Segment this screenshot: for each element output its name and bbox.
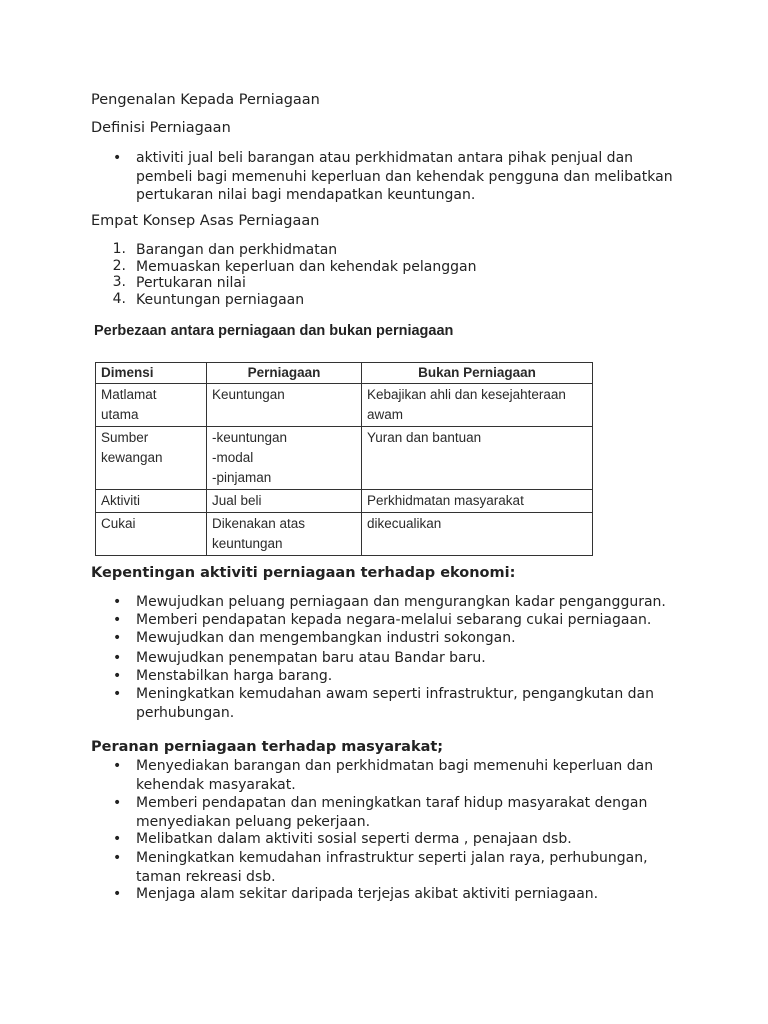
bullet-icon: • [113,795,122,811]
table-cell: -keuntungan -modal -pinjaman [207,427,362,490]
kepentingan-item-cont: perhubungan. [136,705,235,721]
definisi-heading: Definisi Perniagaan [91,120,231,136]
peranan-item: Melibatkan dalam aktiviti sosial seperti derma , penajaan dsb. [136,831,572,847]
table-cell: Yuran dan bantuan [362,427,593,490]
table-cell: Cukai [96,513,207,556]
kepentingan-item: Mewujudkan peluang perniagaan dan mengurangkan kadar pengangguran. [136,594,666,610]
kepentingan-item: Memberi pendapatan kepada negara-melalui sebarang cukai perniagaan. [136,612,652,628]
konsep-item: Keuntungan perniagaan [136,292,305,308]
konsep-number: 3. [112,274,126,290]
konsep-number: 4. [112,291,126,307]
definisi-line-1: aktiviti jual beli barangan atau perkhidmatan antara pihak penjual dan [136,150,634,166]
peranan-item: Meningkatkan kemudahan infrastruktur seperti jalan raya, perhubungan, [136,850,648,866]
konsep-item: Pertukaran nilai [136,275,246,291]
kepentingan-item: Meningkatkan kemudahan awam seperti infrastruktur, pengangkutan dan [136,686,655,702]
table-cell: Dikenakan atas keuntungan [207,513,362,556]
bullet-icon: • [113,150,122,166]
table-row [96,384,593,427]
table-row [96,513,593,556]
bullet-icon: • [113,831,122,847]
document-title: Pengenalan Kepada Perniagaan [91,92,320,108]
kepentingan-heading: Kepentingan aktiviti perniagaan terhadap ekonomi: [91,565,516,581]
bullet-icon: • [113,686,122,702]
konsep-number: 1. [112,241,126,257]
table-row [96,490,593,513]
peranan-item-cont: taman rekreasi dsb. [136,868,276,885]
table-cell: Kebajikan ahli dan kesejahteraan awam [362,384,593,427]
konsep-number: 2. [112,258,126,274]
table-header-row [96,363,593,384]
konsep-heading: Empat Konsep Asas Perniagaan [91,213,320,229]
konsep-item: Memuaskan keperluan dan kehendak pelanggan [136,259,477,275]
bullet-icon: • [113,758,122,774]
bullet-icon: • [113,630,122,646]
konsep-item: Barangan dan perkhidmatan [136,242,338,258]
table-cell: Jual beli [207,490,362,513]
peranan-item-cont: menyediakan peluang pekerjaan. [136,813,371,830]
perbezaan-caption: Perbezaan antara perniagaan dan bukan perniagaan [94,323,454,339]
table-cell: Matlamat utama [96,384,207,427]
peranan-item-cont: kehendak masyarakat. [136,776,296,793]
column-header: Bukan Perniagaan [362,363,593,384]
column-header: Dimensi [96,363,207,384]
peranan-heading: Peranan perniagaan terhadap masyarakat; [91,739,444,755]
table-cell: dikecualikan [362,513,593,556]
column-header: Perniagaan [207,363,362,384]
kepentingan-item: Mewujudkan penempatan baru atau Bandar baru. [136,650,486,666]
definisi-line-2: pembeli bagi memenuhi keperluan dan kehendak pengguna dan melibatkan [136,168,673,185]
table-cell: Perkhidmatan masyarakat [362,490,593,513]
bullet-icon: • [113,850,122,866]
bullet-icon: • [113,594,122,610]
peranan-item: Menjaga alam sekitar daripada terjejas akibat aktiviti perniagaan. [136,886,599,902]
kepentingan-item: Mewujudkan dan mengembangkan industri sokongan. [136,630,516,646]
bullet-icon: • [113,612,122,628]
bullet-icon: • [113,668,122,684]
table-cell: Keuntungan [207,384,362,427]
table-row [96,427,593,490]
table-cell: Aktiviti [96,490,207,513]
perbezaan-table [95,362,593,556]
peranan-item: Memberi pendapatan dan meningkatkan taraf hidup masyarakat dengan [136,795,648,811]
bullet-icon: • [113,886,122,902]
kepentingan-item: Menstabilkan harga barang. [136,668,333,684]
definisi-line-3: pertukaran nilai bagi mendapatkan keuntungan. [136,187,476,203]
table-cell: Sumber kewangan [96,427,207,490]
peranan-item: Menyediakan barangan dan perkhidmatan bagi memenuhi keperluan dan [136,758,654,774]
bullet-icon: • [113,650,122,666]
